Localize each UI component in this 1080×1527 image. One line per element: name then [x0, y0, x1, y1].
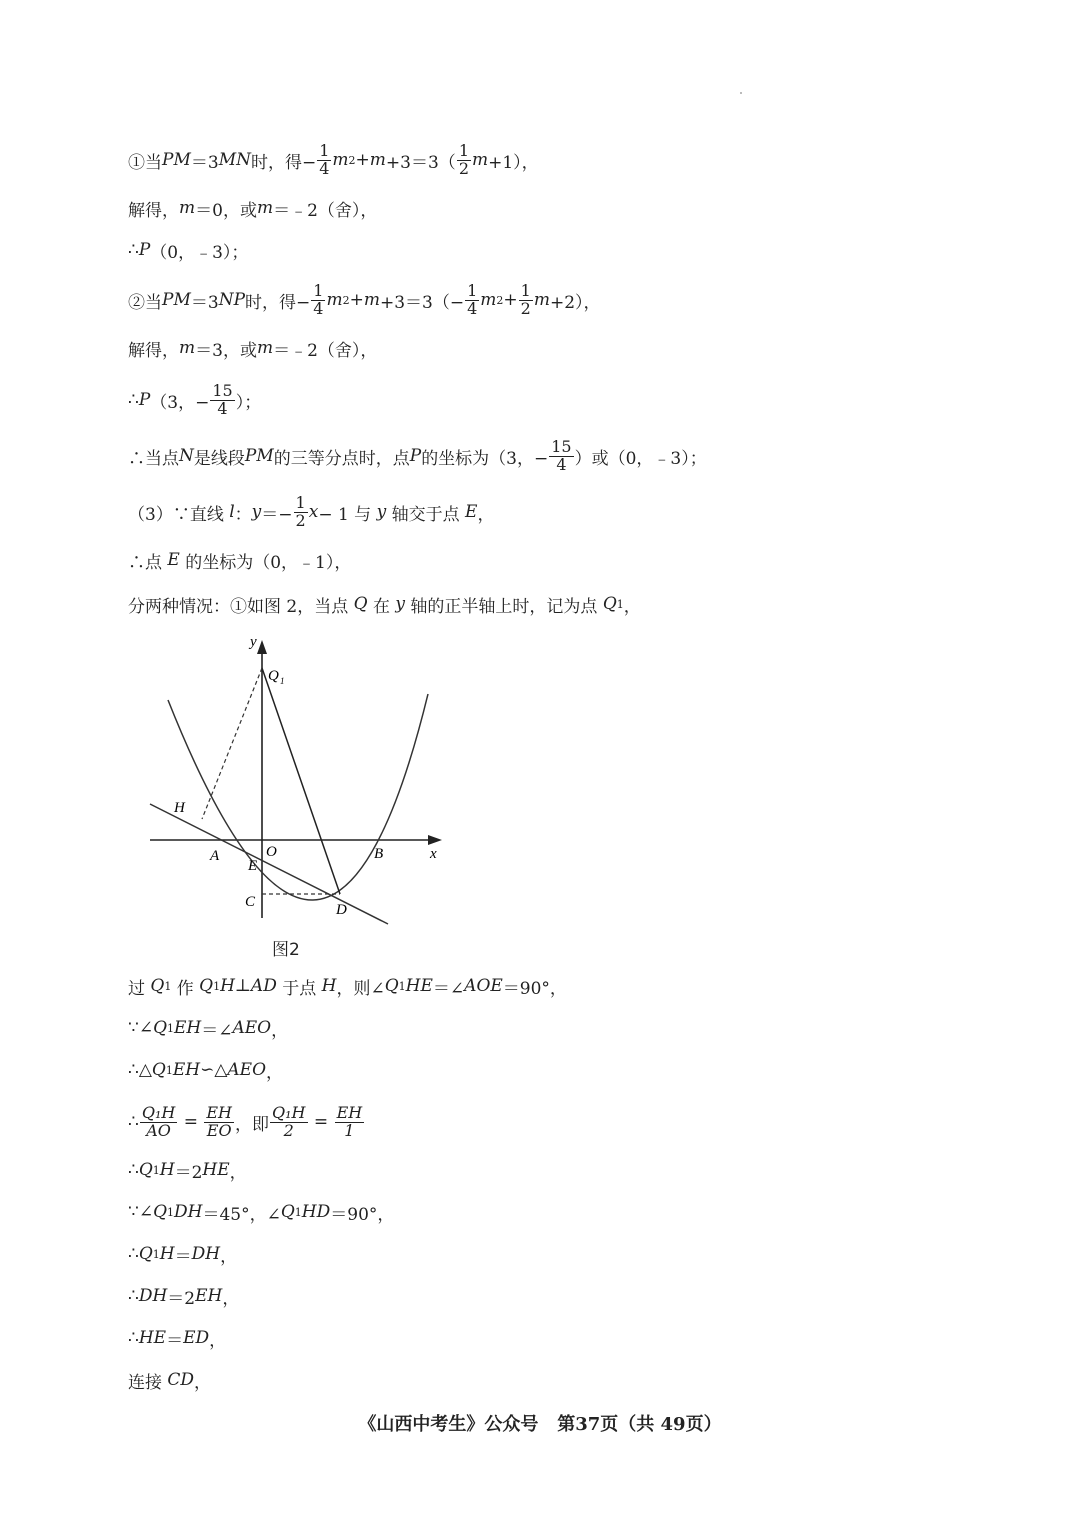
line-2: 解得， m ＝0，或 m ＝﹣2（舍），	[128, 198, 378, 221]
line-19: ∴ HE ＝ ED ，	[128, 1328, 227, 1351]
line-8: （3）∵直线 l ： y ＝− $\frac{1}{2}$ x − 1 与 y 轴交于点 E ，	[128, 492, 495, 530]
label-c: C	[245, 894, 256, 910]
page-footer: 《山西中考生》公众号 第37页（共 49页）	[358, 1414, 722, 1435]
fraction: $\frac{1}{2}$	[458, 140, 469, 178]
fraction: $\frac{EH}{1}$	[336, 1102, 363, 1140]
label-h: H	[174, 800, 185, 816]
line-20: 连接 CD ，	[128, 1370, 212, 1393]
fraction: $\frac{EH}{EO}$	[206, 1102, 233, 1140]
line-15: ∴ Q 1 H ＝2 HE ，	[128, 1160, 247, 1183]
line-10: 分两种情况：①如图 2，当点 Q 在 y 轴的正半轴上时，记为点 Q 1 ，	[128, 594, 641, 617]
label-e: E	[248, 858, 258, 874]
line-3: ∴ P （0，﹣3）；	[128, 240, 249, 263]
x-axis-arrow	[428, 835, 442, 845]
line-7: ∴当点 N 是线段 PM 的三等分点时，点 P 的坐标为（3，− $\frac{15}{4}$ ）或（0，﹣3）；	[128, 436, 707, 474]
label-b: B	[374, 846, 384, 862]
figure-caption: 图2	[272, 940, 300, 960]
label-o: O	[266, 844, 277, 860]
line-18: ∴ DH ＝2 EH ，	[128, 1286, 240, 1309]
label-a: A	[210, 848, 220, 864]
label-x: x	[430, 846, 437, 862]
fraction: $\frac{15}{4}$	[551, 436, 572, 474]
fraction: $\frac{\text{Q₁H}}{AO}$	[141, 1102, 176, 1140]
line-17: ∴ Q 1 H ＝ DH ，	[128, 1244, 238, 1267]
line-6: ∴ P （3，− $\frac{15}{4}$ ）；	[128, 380, 262, 418]
line-l	[150, 804, 388, 924]
parabola-curve	[168, 694, 428, 900]
fraction: $\frac{1}{2}$	[295, 492, 306, 530]
fraction: $\frac{1}{4}$	[467, 280, 478, 318]
y-axis-arrow	[257, 640, 267, 654]
line-16: ∵∠ Q 1 DH ＝45°，∠ Q 1 HD ＝90°，	[128, 1202, 395, 1225]
label-d: D	[336, 902, 347, 918]
line-14: ∴ $\frac{\text{Q₁H}}{AO}$ = $\frac{EH}{EO}$ ，即 $\frac{\text{Q₁H}}{2}$ = $\frac{EH}{1}$	[128, 1102, 363, 1140]
fraction: $\frac{1}{4}$	[319, 140, 330, 178]
label-y: y	[250, 634, 257, 650]
fraction: $\frac{\text{Q₁H}}{2}$	[272, 1102, 306, 1140]
fraction: $\frac{1}{4}$	[313, 280, 324, 318]
line-9: ∴点 E 的坐标为（0，﹣1），	[128, 550, 352, 573]
figure-2-diagram	[130, 628, 450, 968]
line-5: 解得， m ＝3，或 m ＝﹣2（舍），	[128, 338, 378, 361]
label-q1-sub: 1	[280, 676, 285, 686]
fraction: $\frac{1}{2}$	[520, 280, 531, 318]
line-1: ①当 PM ＝3 MN 时，得− $\frac{1}{4}$ m 2 + m +3＝3（ $\frac{1}{2}$ m +1），	[128, 140, 539, 178]
line-12: ∵∠ Q 1 EH ＝∠ AEO ，	[128, 1018, 289, 1041]
line-4: ②当 PM ＝3 NP 时，得− $\frac{1}{4}$ m 2 + m +3＝3（− $\frac{1}{4}$ m 2 + $\frac{1}{2}$ m +2），	[128, 280, 601, 318]
label-q1: Q	[268, 668, 279, 684]
segment-q1-d	[262, 668, 340, 894]
line-11: 过 Q 1 作 Q 1 H ⊥ AD 于点 H ，则∠ Q 1 HE ＝∠ AOE ＝90°，	[128, 976, 567, 999]
fraction: $\frac{15}{4}$	[212, 380, 233, 418]
speck	[740, 92, 742, 94]
line-13: ∴△ Q 1 EH ∽△ AEO ，	[128, 1060, 284, 1083]
